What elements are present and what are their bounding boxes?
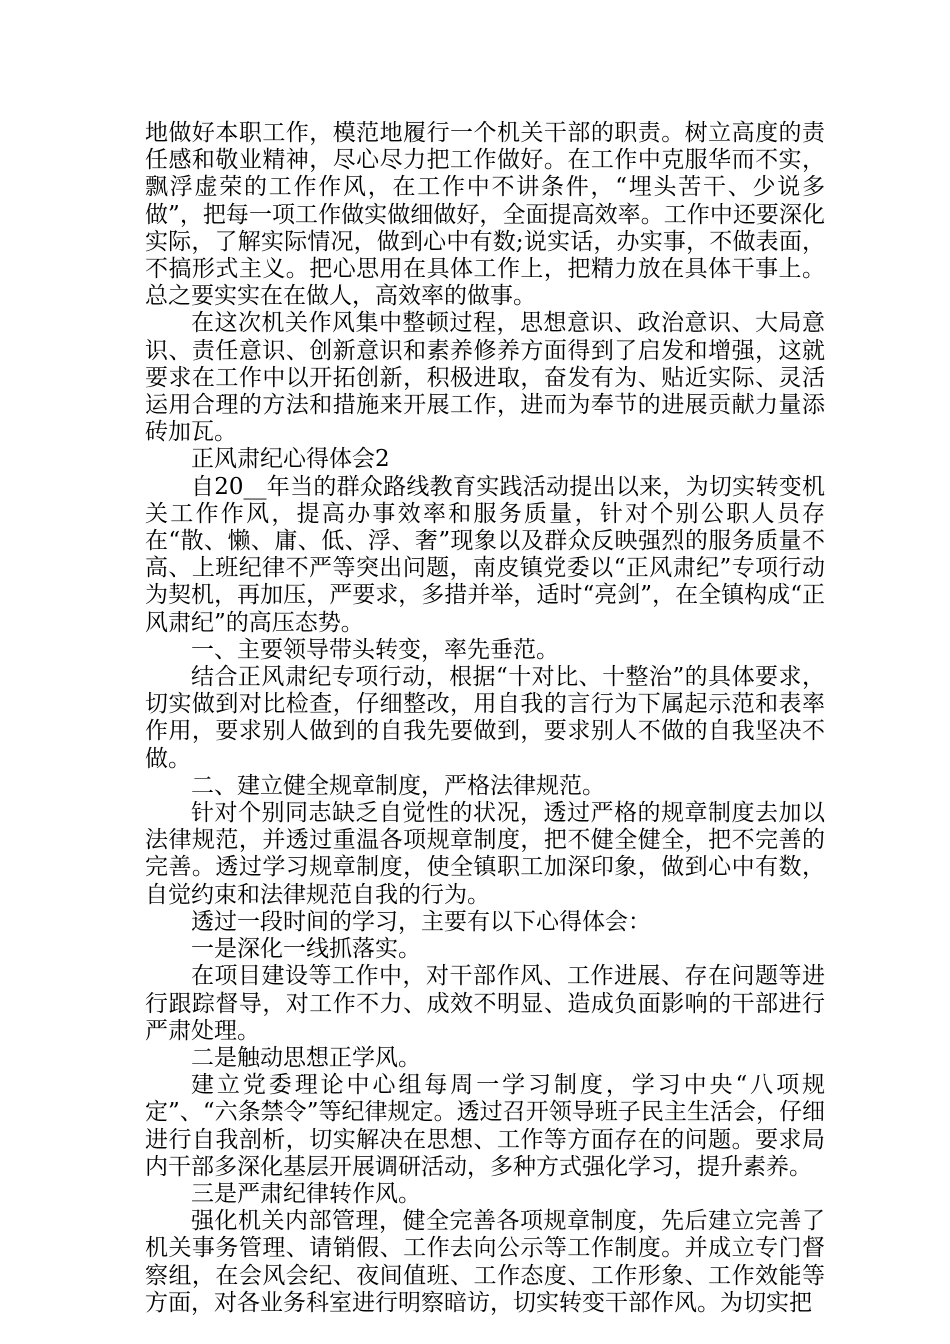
paragraph-8: 建立党委理论中心组每周一学习制度，学习中央“八项规定”、“六条禁令”等纪律规定。透过召开领导班子民主生活会，仔细进行自我剖析，切实解决在思想、工作等方面存在的问题。要求局内干部多深化基层开展调研活动，多种方式强化学习，提升素养。 xyxy=(145,1072,825,1180)
subheading-2: 二、建立健全规章制度，严格法律规范。 xyxy=(191,772,605,799)
subheading-1: 一、主要领导带头转变，率先垂范。 xyxy=(191,636,559,663)
point-heading-1: 一是深化一线抓落实。 xyxy=(191,936,421,963)
paragraph-5: 针对个别同志缺乏自觉性的状况，透过严格的规章制度去加以法律规范，并透过重温各项规章制度，把不健全健全，把不完善的完善。透过学习规章制度，使全镇职工加深印象，做到心中有数，自觉约束和法律规范自我的行为。 xyxy=(145,800,825,908)
section-heading: 正风肃纪心得体会2 xyxy=(191,446,390,473)
paragraph-6: 透过一段时间的学习，主要有以下心得体会： xyxy=(191,908,651,935)
paragraph-9: 强化机关内部管理，健全完善各项规章制度，先后建立完善了机关事务管理、请销假、工作去向公示等工作制度。并成立专门督察组，在会风会纪、夜间值班、工作态度、工作形象、工作效能等方面，对各业务科室进行明察暗访，切实转变干部作风。为切实把 xyxy=(145,1208,825,1316)
document-body xyxy=(145,120,825,1317)
paragraph-4: 结合正风肃纪专项行动，根据“十对比、十整治”的具体要求，切实做到对比检查，仔细整改，用自我的言行为下属起示范和表率作用，要求别人做到的自我先要做到，要求别人不做的自我坚决不做。 xyxy=(145,664,825,772)
paragraph-3: 自20__年当的群众路线教育实践活动提出以来，为切实转变机关工作作风，提高办事效率和服务质量，针对个别公职人员存在“散、懒、庸、低、浮、奢”现象以及群众反映强烈的服务质量不高、上班纪律不严等突出问题，南皮镇党委以“正风肃纪”专项行动为契机，再加压，严要求，多措并举，适时“亮剑”，在全镇构成“正风肃纪”的高压态势。 xyxy=(145,473,825,636)
paragraph-2: 在这次机关作风集中整顿过程，思想意识、政治意识、大局意识、责任意识、创新意识和素养修养方面得到了启发和增强，这就要求在工作中以开拓创新，积极进取，奋发有为、贴近实际、灵活运用合理的方法和措施来开展工作，进而为奉节的进展贡献力量添砖加瓦。 xyxy=(145,310,825,446)
point-heading-3: 三是严肃纪律转作风。 xyxy=(191,1180,421,1207)
paragraph-7: 在项目建设等工作中，对干部作风、工作进展、存在问题等进行跟踪督导，对工作不力、成效不明显、造成负面影响的干部进行严肃处理。 xyxy=(145,963,825,1044)
point-heading-2: 二是触动思想正学风。 xyxy=(191,1044,421,1071)
paragraph-1: 地做好本职工作，模范地履行一个机关干部的职责。树立高度的责任感和敬业精神，尽心尽力把工作做好。在工作中克服华而不实，飘浮虚荣的工作作风，在工作中不讲条件，“埋头苦干、少说多做”，把每一项工作做实做细做好，全面提高效率。工作中还要深化实际，了解实际情况，做到心中有数;说实话，办实事，不做表面，不搞形式主义。把心思用在具体工作上，把精力放在具体干事上。总之要实实在在做人，高效率的做事。 xyxy=(145,120,825,310)
